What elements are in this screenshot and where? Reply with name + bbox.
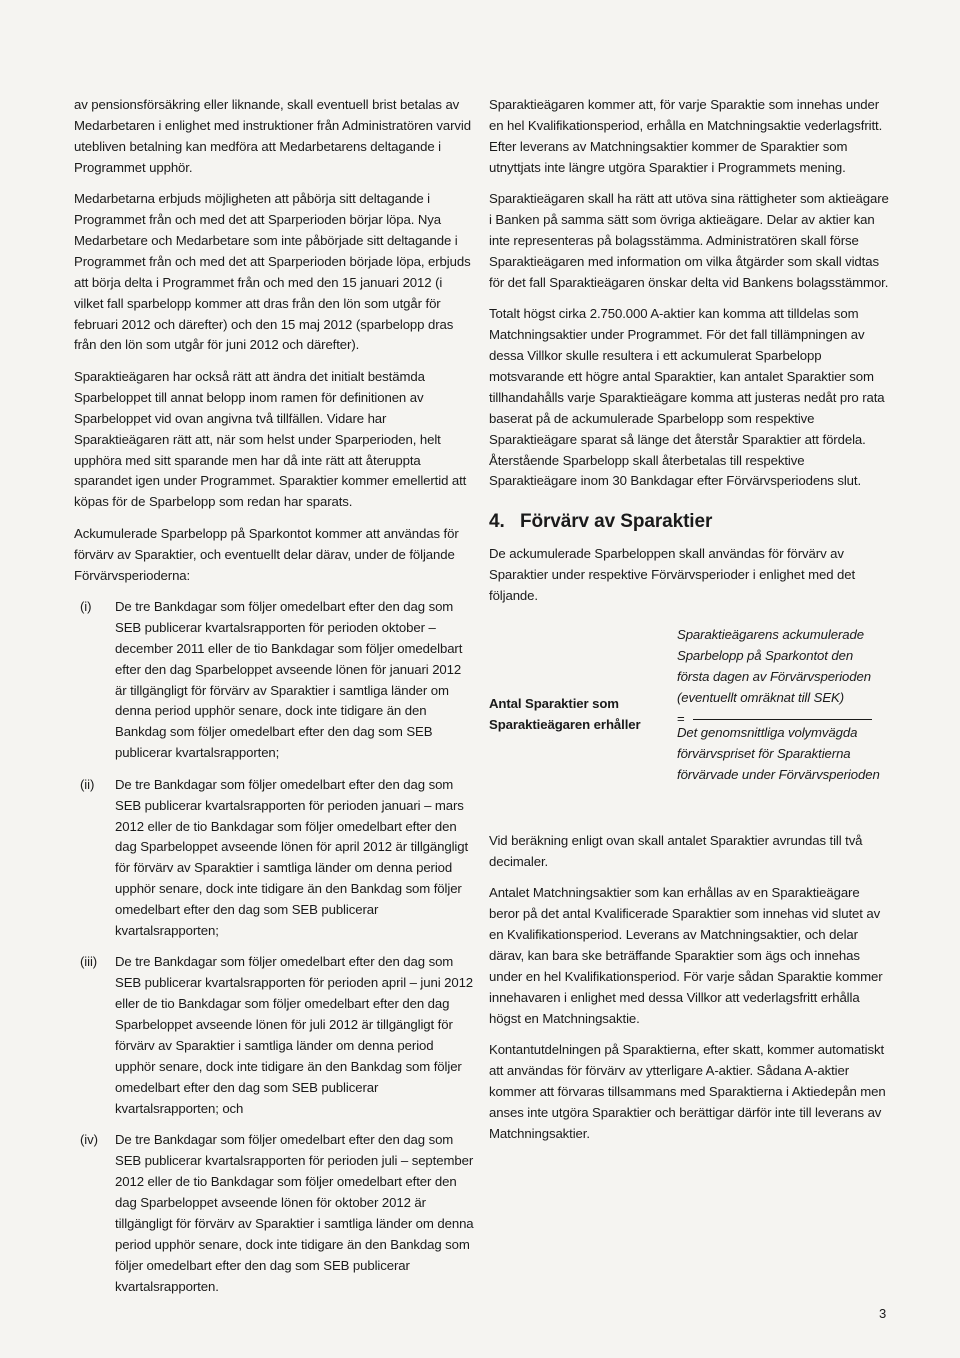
formula-denominator: Det genomsnittliga volymvägda förvärvspriset för Sparaktierna förvärvade under Förvärvsperioden — [677, 725, 880, 782]
paragraph: Sparaktieägaren kommer att, för varje Sparaktie som innehas under en hel Kvalifikationsperiod, erhålla en Matchningsaktie vederlagsfritt. Efter leverans av Matchningsaktier kommer de Sparaktier som utnyttjats inte längre utgöra Sparaktier i Programmets mening. — [489, 97, 883, 175]
list-text: De tre Bankdagar som följer omedelbart efter den dag som SEB publicerar kvartalsrapporten för perioden april – juni 2012 eller de tio Bankdagar som följer omedelbart efter den dag Sparbeloppet avseende lönen för juli 2012 är tillgängligt för förvärv av Sparaktier i samtliga länder om denna period upphör senare, dock inte tidigare än den Bankdag som följer omedelbart efter den dag som SEB publicerar kvartalsrapporten; och — [115, 954, 474, 1116]
paragraph: Medarbetarna erbjuds möjligheten att påbörja sitt deltagande i Programmet från och med det att Sparperioden börjar löpa. Nya Medarbetare och Medarbetare som inte påbörjade sitt deltagande i Programmet från och med det att Sparperioden började löpa, erbjuds att börja delta i Programmet från och med den 15 januari 2012 (i vilket fall sparbelopp kommer att dras från den lön som utgår för februari 2012 och därefter) och den 15 maj 2012 (sparbelopp dras från den lön som utgår för juni 2012 och därefter). — [74, 191, 471, 353]
page-number: 3 — [879, 1306, 887, 1321]
formula-numerator: Sparaktieägarens ackumulerade Sparbelopp på Sparkontot den första dagen av Förvärvsperioden (eventuellt omräknat till SEK) — [677, 627, 871, 705]
list-marker: (ii) — [80, 776, 95, 792]
list-marker: (iii) — [80, 954, 98, 970]
formula — [489, 625, 889, 811]
list-marker: (iv) — [80, 1132, 98, 1148]
paragraph: Vid beräkning enligt ovan skall antalet Sparaktier avrundas till två decimaler. — [489, 833, 863, 869]
paragraph: av pensionsförsäkring eller liknande, skall eventuell brist betalas av Medarbetaren i enlighet med instruktioner från Administratören varvid utebliven betalning kan medföra att Medarbetarens deltagande i Programmet upphör. — [74, 97, 471, 175]
formula-label: Antal Sparaktier som Sparaktieägaren erhåller — [489, 696, 641, 732]
paragraph: Kontantutdelningen på Sparaktierna, efter skatt, kommer automatiskt att användas för förvärv av ytterligare A-aktier. Sådana A-aktier kommer att förvaras tillsammans med Sparaktierna i Aktiedepån men anses inte utgöra Sparaktier och berättigar därför inte till leverans av Matchningsaktier. — [489, 1042, 886, 1141]
left-column — [74, 95, 474, 1308]
list-item — [74, 952, 474, 1119]
section-number: 4. — [489, 511, 505, 533]
list-marker: (i) — [80, 598, 92, 614]
section-heading — [489, 510, 889, 534]
list-text: De tre Bankdagar som följer omedelbart efter den dag som SEB publicerar kvartalsrapporten för perioden januari – mars 2012 eller de tio Bankdagar som följer omedelbart efter den dag Sparbeloppet avseende lönen för april 2012 är tillgängligt för förvärv av Sparaktier i samtliga länder om denna period upphör senare, dock inte tidigare än den Bankdag som följer omedelbart efter den dag som SEB publicerar kvartalsrapporten; — [115, 776, 469, 939]
list-item — [74, 775, 474, 942]
paragraph: Totalt högst cirka 2.750.000 A-aktier kan komma att tilldelas som Matchningsaktier under Programmet. För det fall tillämpningen av dessa Villkor skulle resultera i ett ackumulerat Sparbelopp motsvarande ett högre antal Sparaktier, kan antalet Sparaktier som tillhandahålls varje Sparaktieägare komma att justeras nedåt pro rata baserat på de ackumulerade Sparbelopp som respektive Sparaktieägare sparat så länge det återstår Sparaktier att fördela. Återstående Sparbelopp skall återbetalas till respektive Sparaktieägare inom 30 Bankdagar efter Förvärvsperiodens slut. — [489, 306, 885, 489]
paragraph: Sparaktieägaren har också rätt att ändra det initialt bestämda Sparbeloppet till annat belopp inom ramen för definitionen av Sparbeloppet vid ovan angivna två tillfällen. Vidare har Sparaktieägaren rätt att, när som helst under Sparperioden, helt upphöra med sitt sparande men har då inte rätt att återuppta sparandet igen under Programmet. Sparaktier kommer emellertid att köpas för de Sparbelopp som redan har sparats. — [74, 368, 467, 510]
list-text: De tre Bankdagar som följer omedelbart efter den dag som SEB publicerar kvartalsrapporten för perioden juli – september 2012 eller de tio Bankdagar som följer omedelbart efter den dag Sparbeloppet avseende lönen för oktober 2012 är tillgängligt för förvärv av Sparaktier i samtliga länder om denna period upphör senare, dock inte tidigare än den Bankdag som följer omedelbart efter den dag som SEB publicerar kvartalsrapporten. — [115, 1132, 474, 1294]
list-item — [74, 597, 474, 764]
acquisition-period-list — [74, 597, 474, 1298]
paragraph: Ackumulerade Sparbelopp på Sparkontot kommer att användas för förvärv av Sparaktier, och eventuellt delar därav, under de följande Förvärvsperioderna: — [74, 525, 459, 583]
list-text: De tre Bankdagar som följer omedelbart efter den dag som SEB publicerar kvartalsrapporten för perioden oktober – december 2011 eller de tio Bankdagar som följer omedelbart efter den dag Sparbeloppet avseende lönen för januari 2012 är tillgängligt för förvärv av Sparaktier i samtliga länder om denna period upphör senare, dock inte tidigare än den Bankdag som följer omedelbart efter den dag som SEB publicerar kvartalsrapporten; — [115, 598, 463, 761]
fraction-line — [693, 719, 872, 720]
section-intro: De ackumulerade Sparbeloppen skall användas för förvärv av Sparaktier under respektive Förvärvsperioder i enlighet med det följande. — [489, 546, 856, 604]
section-title: Förvärv av Sparaktier — [520, 511, 713, 533]
equals-sign: = — [677, 711, 685, 727]
paragraph: Antalet Matchningsaktier som kan erhållas av en Sparaktieägare beror på det antal Kvalificerade Sparaktier som innehas vid slutet av en Kvalifikationsperiod. Leverans av Matchningsaktier, och delar därav, kan bara ske beträffande Sparaktier som ägs och innehas under en hel Kvalifikationsperiod. För varje sådan Sparaktie kommer innehavaren i enlighet med dessa Villkor att vederlagsfritt erhålla högst en Matchningsaktie. — [489, 885, 883, 1026]
right-column — [489, 95, 889, 1155]
list-item — [74, 1130, 474, 1297]
paragraph: Sparaktieägaren skall ha rätt att utöva sina rättigheter som aktieägare i Banken på samma sätt som övriga aktieägare. Delar av aktier kan inte representeras på bolagsstämma. Administratören skall förse Sparaktieägaren med information om vilka åtgärder som skall vidtas för det fall Sparaktieägaren önskar delta vid Bankens bolagsstämmor. — [489, 191, 889, 290]
